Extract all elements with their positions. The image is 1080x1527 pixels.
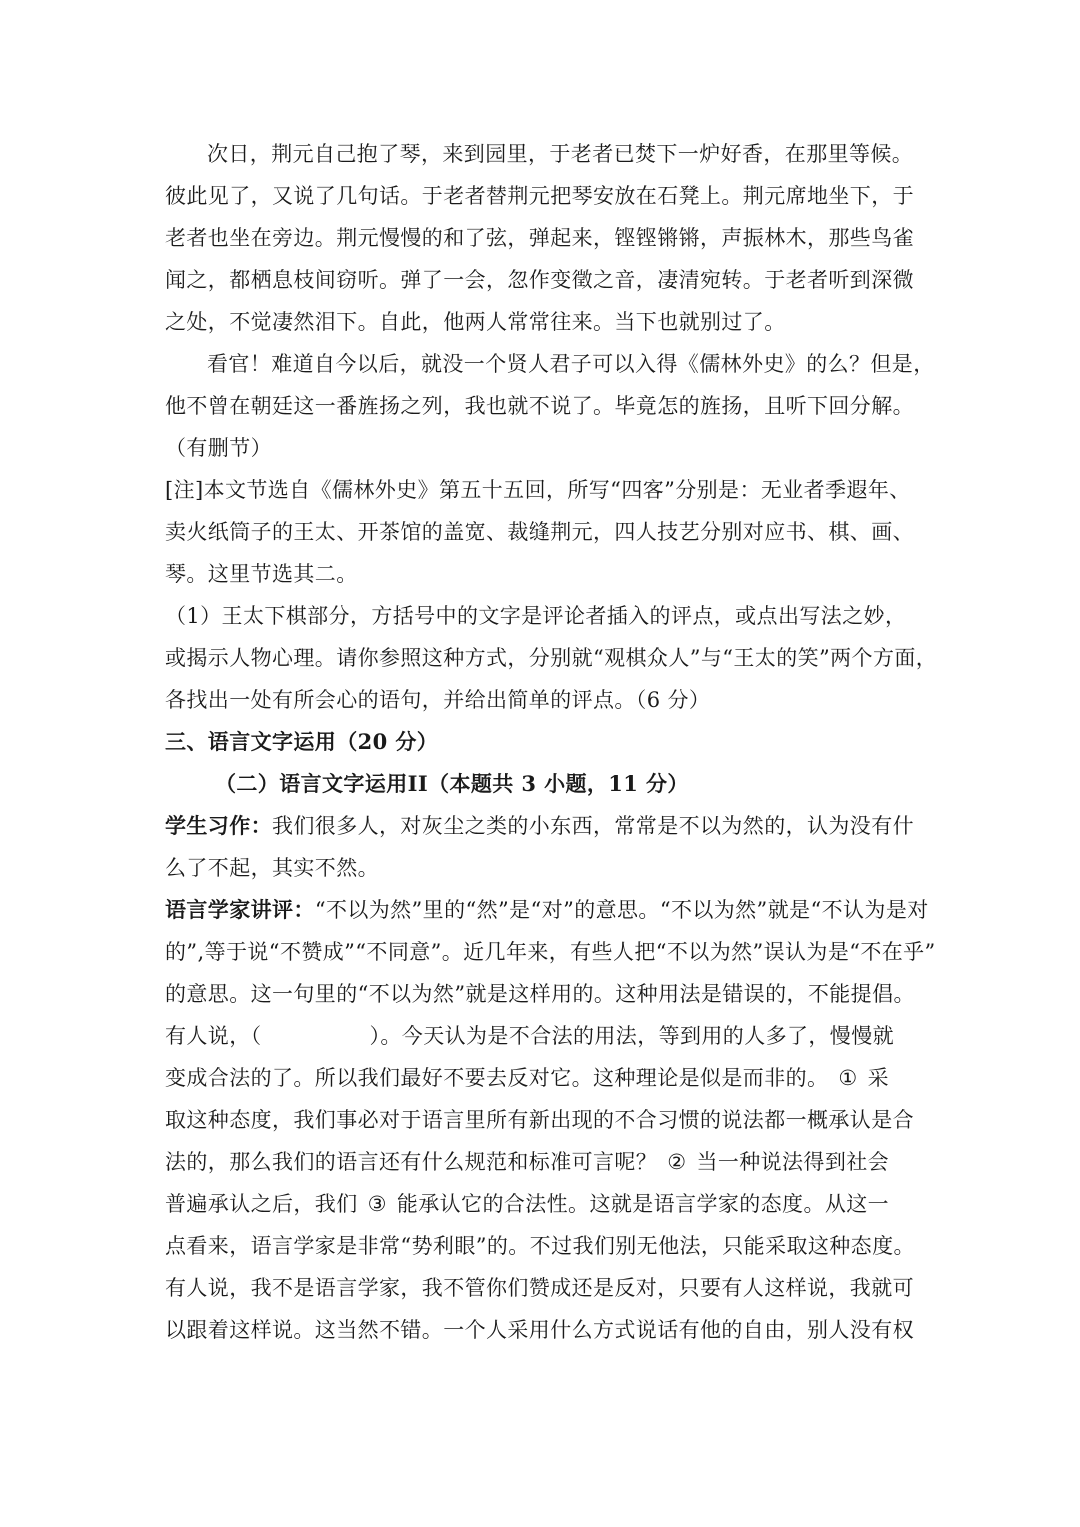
text-line: 各找出一处有所会心的语句，并给出简单的评点。（6 分）: [165, 688, 711, 712]
text-line: 有人说，我不是语言学家，我不管你们赞成还是反对，只要有人这样说，我就可: [165, 1276, 914, 1300]
linguist-comment: [165, 889, 936, 1351]
blank-marker-3: ③: [367, 1192, 387, 1216]
student-text: 我们很多人，对灰尘之类的小东西，常常是不以为然的，认为没有什: [272, 814, 914, 838]
student-essay: [165, 805, 917, 889]
section-subtitle: （二）语言文字运用II（本题共 3 小题，11 分）: [215, 771, 689, 796]
text-segment: 能承认它的合法性。这就是语言学家的态度。从这一: [396, 1192, 890, 1216]
student-label: 学生习作：: [165, 813, 272, 838]
text-line: 的”,等于说“不赞成”“不同意”。近几年来，有些人把“不以为然”误认为是“不在乎”: [165, 940, 936, 964]
text-line: 么了不起，其实不然。: [165, 856, 379, 880]
text-line: [注]本文节选自《儒林外史》第五十五回，所写“四客”分别是：无业者季遐年、: [165, 478, 911, 502]
text-line: 的意思。这一句里的“不以为然”就是这样用的。这种用法是错误的，不能提倡。: [165, 982, 915, 1006]
text-line: （1）王太下棋部分，方括号中的文字是评论者插入的评点，或点出写法之妙，: [165, 604, 907, 628]
text-line: [165, 1015, 917, 1057]
section-title: 三、语言文字运用（20 分）: [165, 729, 439, 754]
blank-marker-1: ①: [838, 1066, 858, 1090]
question-1: [165, 595, 938, 721]
text-line: 老者也坐在旁边。荆元慢慢的和了弦，弹起来，铿铿锵锵，声振林木，那些鸟雀: [165, 226, 914, 250]
text-line: [165, 1141, 917, 1183]
text-segment: 有人说，（: [165, 1024, 262, 1048]
text-line: 他不曾在朝廷这一番旌扬之列，我也就不说了。毕竟怎的旌扬，且听下回分解。: [165, 394, 914, 418]
text-line: 卖火纸筒子的王太、开茶馆的盖宽、裁缝荆元，四人技艺分别对应书、棋、画、: [165, 520, 914, 544]
text-line: 彼此见了，又说了几句话。于老者替荆元把琴安放在石凳上。荆元席地坐下，于: [165, 184, 914, 208]
text-line: 取这种态度，我们事必对于语言里所有新出现的不合习惯的说法都一概承认是合: [165, 1108, 914, 1132]
story-paragraph-2: [165, 343, 935, 469]
text-segment: 变成合法的了。所以我们最好不要去反对它。这种理论是似是而非的。: [165, 1066, 829, 1090]
text-segment: ）。今天认为是不合法的用法，等到用的人多了，慢慢就: [369, 1024, 894, 1048]
abridged-note: （有删节）: [165, 436, 272, 460]
text-line: 以跟着这样说。这当然不错。一个人采用什么方式说话有他的自由，别人没有权: [165, 1318, 914, 1342]
text-line: [165, 889, 929, 931]
text-line: 或揭示人物心理。请你参照这种方式，分别就“观棋众人”与“王太的笑”两个方面，: [165, 646, 938, 670]
text-line: 点看来，语言学家是非常“势利眼”的。不过我们别无他法，只能采取这种态度。: [165, 1234, 915, 1258]
source-note: [165, 469, 917, 595]
text-segment: 采: [867, 1066, 890, 1090]
text-line: 琴。这里节选其二。: [165, 562, 358, 586]
linguist-label: 语言学家讲评：: [165, 897, 315, 922]
text-line: 之处，不觉凄然泪下。自此，他两人常常往来。当下也就别过了。: [165, 310, 786, 334]
text-line: [165, 1183, 917, 1225]
text-line: [165, 805, 917, 847]
text-line: [165, 1057, 917, 1099]
text-line: 次日，荆元自己抱了琴，来到园里，于老者已焚下一炉好香，在那里等候。: [207, 142, 914, 166]
text-line: 闻之，都栖息枝间窃听。弹了一会，忽作变徵之音，凄清宛转。于老者听到深微: [165, 268, 914, 292]
linguist-text: “不以为然”里的“然”是“对”的意思。“不以为然”就是“不认为是对: [314, 898, 929, 922]
blank-marker-2: ②: [667, 1150, 687, 1174]
story-paragraph-1: [165, 133, 917, 343]
text-line: 看官！难道自今以后，就没一个贤人君子可以入得《儒林外史》的么？但是，: [207, 352, 935, 376]
text-segment: 法的，那么我们的语言还有什么规范和标准可言呢？: [165, 1150, 658, 1174]
text-segment: 当一种说法得到社会: [696, 1150, 890, 1174]
document-page: [165, 133, 938, 1351]
text-segment: 普遍承认之后，我们: [165, 1192, 358, 1216]
